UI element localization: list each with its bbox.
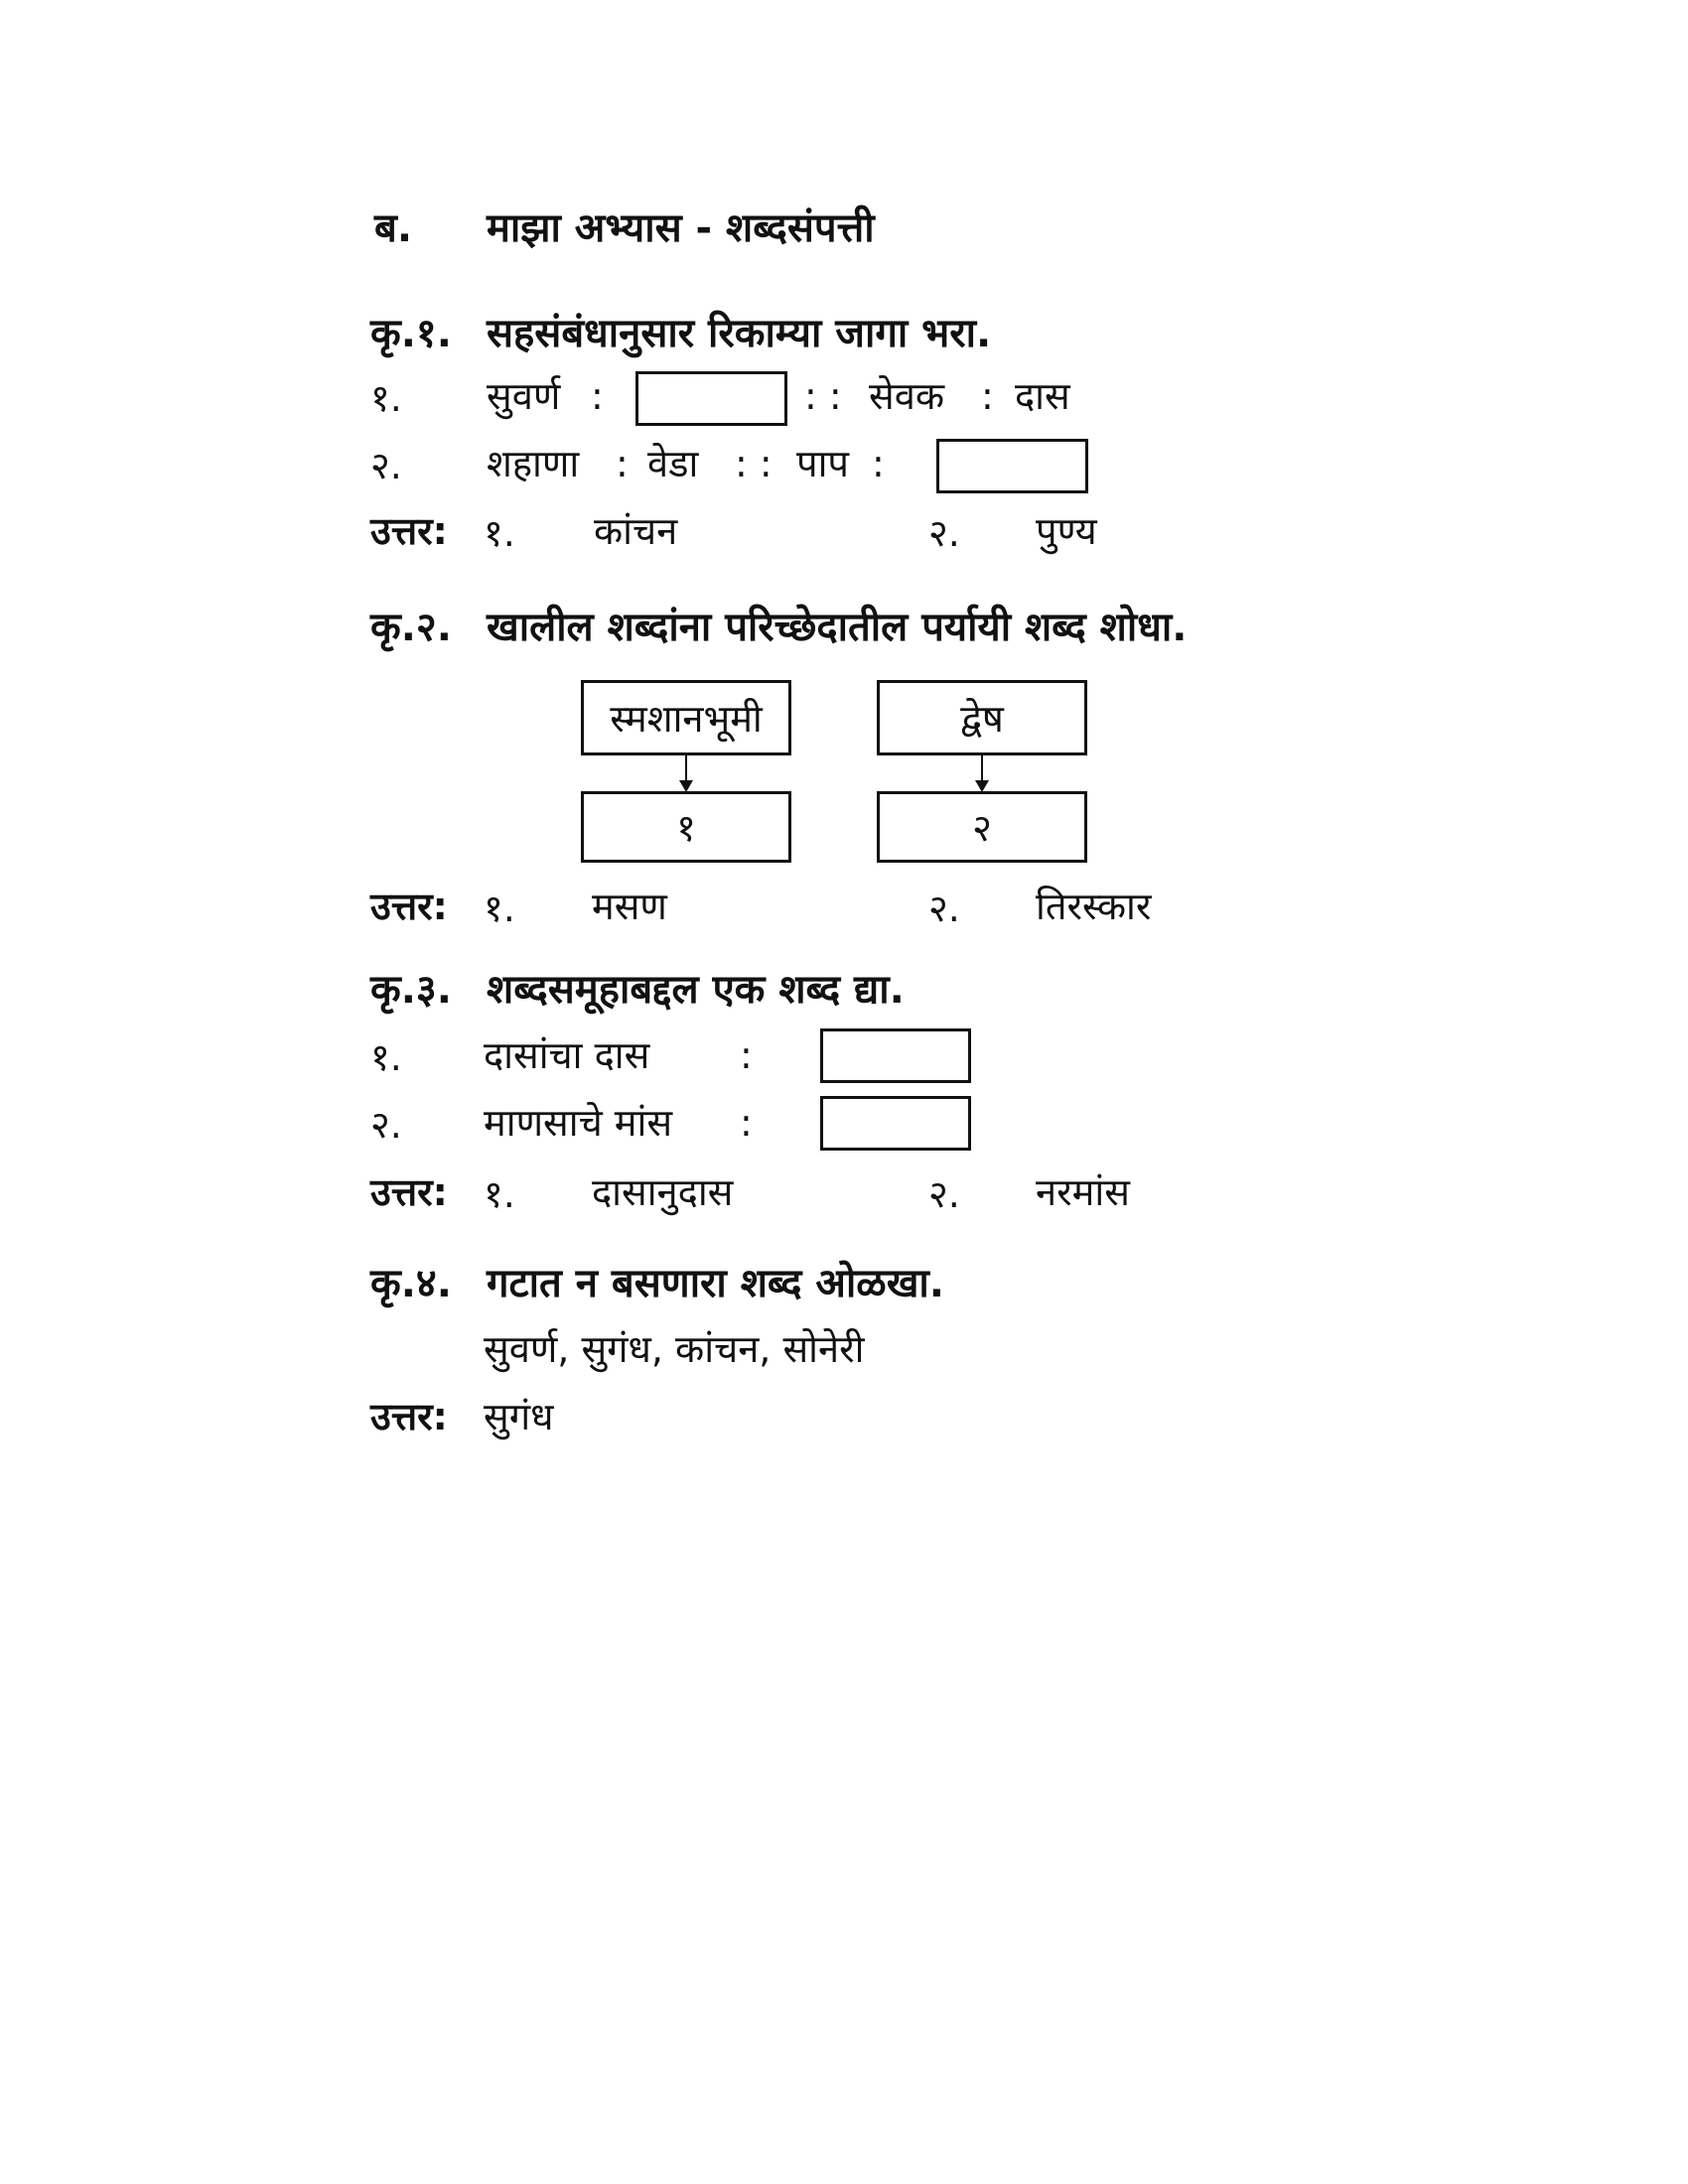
q1-number: कृ.१. (370, 311, 452, 356)
q3-row1-num: १. (370, 1035, 402, 1079)
q2-prompt: खालील शब्दांना परिच्छेदातील पर्यायी शब्द शोधा. (487, 605, 1188, 650)
q1-row1-colon: : (591, 374, 604, 418)
q2-word2-box (877, 680, 1087, 755)
q3-number: कृ.३. (370, 967, 452, 1013)
q3-row2-phrase: माणसाचे मांस (484, 1101, 673, 1145)
q1-answer2-num: २. (928, 511, 960, 555)
q2-slot1-number: १ (676, 806, 696, 850)
q1-prompt: सहसंबंधानुसार रिकाम्या जागा भरा. (487, 311, 992, 356)
q3-answer-label: उत्तर: (370, 1170, 448, 1214)
q3-row2-blank-box[interactable] (820, 1096, 971, 1151)
q1-row1-colon2: : (981, 374, 994, 418)
q2-word2: द्वेष (960, 697, 1004, 741)
q1-row1-word3: सेवक (869, 374, 945, 418)
q4-answer-text: सुगंध (484, 1395, 554, 1438)
q1-row2-word3: पाप (796, 442, 850, 485)
q1-answer-label: उत्तर: (370, 509, 448, 553)
q2-answer2-text: तिरस्कार (1036, 885, 1152, 928)
q1-row1-num: १. (370, 376, 402, 420)
q4-prompt: गटात न बसणारा शब्द ओळखा. (487, 1261, 944, 1306)
q3-row1-phrase: दासांचा दास (484, 1033, 650, 1077)
q2-slot2-number: २ (972, 806, 992, 850)
q2-answer2-num: २. (928, 887, 960, 930)
q1-answer1-text: कांचन (594, 509, 678, 553)
q3-answer1-text: दासानुदास (592, 1170, 734, 1214)
q2-number: कृ.२. (370, 605, 452, 650)
q1-answer1-num: १. (484, 511, 515, 555)
q3-answer2-num: २. (928, 1172, 960, 1216)
q1-row2-colon2: : (872, 442, 885, 485)
q2-slot2-box[interactable] (877, 791, 1087, 863)
q4-answer-label: उत्तर: (370, 1395, 448, 1438)
q1-row1-word: सुवर्ण (487, 374, 561, 418)
q3-row2-colon: : (740, 1101, 753, 1145)
section-marker: ब. (374, 205, 413, 251)
q2-answer1-text: मसण (592, 885, 667, 928)
q1-row2-word2: वेडा (647, 442, 699, 485)
q3-row2-num: २. (370, 1103, 402, 1147)
section-title: माझा अभ्यास - शब्दसंपत्ती (487, 205, 875, 251)
q1-row1-word4: दास (1015, 374, 1070, 418)
q1-row2-word1: शहाणा (487, 442, 580, 485)
q2-word1-box (581, 680, 791, 755)
q4-options: सुवर्ण, सुगंध, कांचन, सोनेरी (484, 1327, 865, 1371)
q4-number: कृ.४. (370, 1261, 452, 1306)
q3-answer1-num: १. (484, 1172, 515, 1216)
q1-row1-ratio: : : (804, 374, 842, 418)
q1-answer2-text: पुण्य (1036, 509, 1097, 553)
q2-slot1-box[interactable] (581, 791, 791, 863)
q2-arrow2-line (981, 755, 983, 781)
q3-prompt: शब्दसमूहाबद्दल एक शब्द द्या. (487, 967, 905, 1013)
q2-arrow1-line (685, 755, 687, 781)
q2-answer1-num: १. (484, 887, 515, 930)
q2-answer-label: उत्तर: (370, 885, 448, 928)
q2-word1: स्मशानभूमी (610, 697, 763, 741)
q3-row1-colon: : (740, 1033, 753, 1077)
q1-row2-blank-box[interactable] (936, 439, 1088, 493)
q1-row2-colon: : (616, 442, 629, 485)
q3-answer2-text: नरमांस (1036, 1170, 1130, 1214)
q1-row2-num: २. (370, 444, 402, 487)
q1-row1-blank-box[interactable] (635, 371, 787, 426)
q1-row2-ratio: : : (735, 442, 773, 485)
q3-row1-blank-box[interactable] (820, 1028, 971, 1083)
